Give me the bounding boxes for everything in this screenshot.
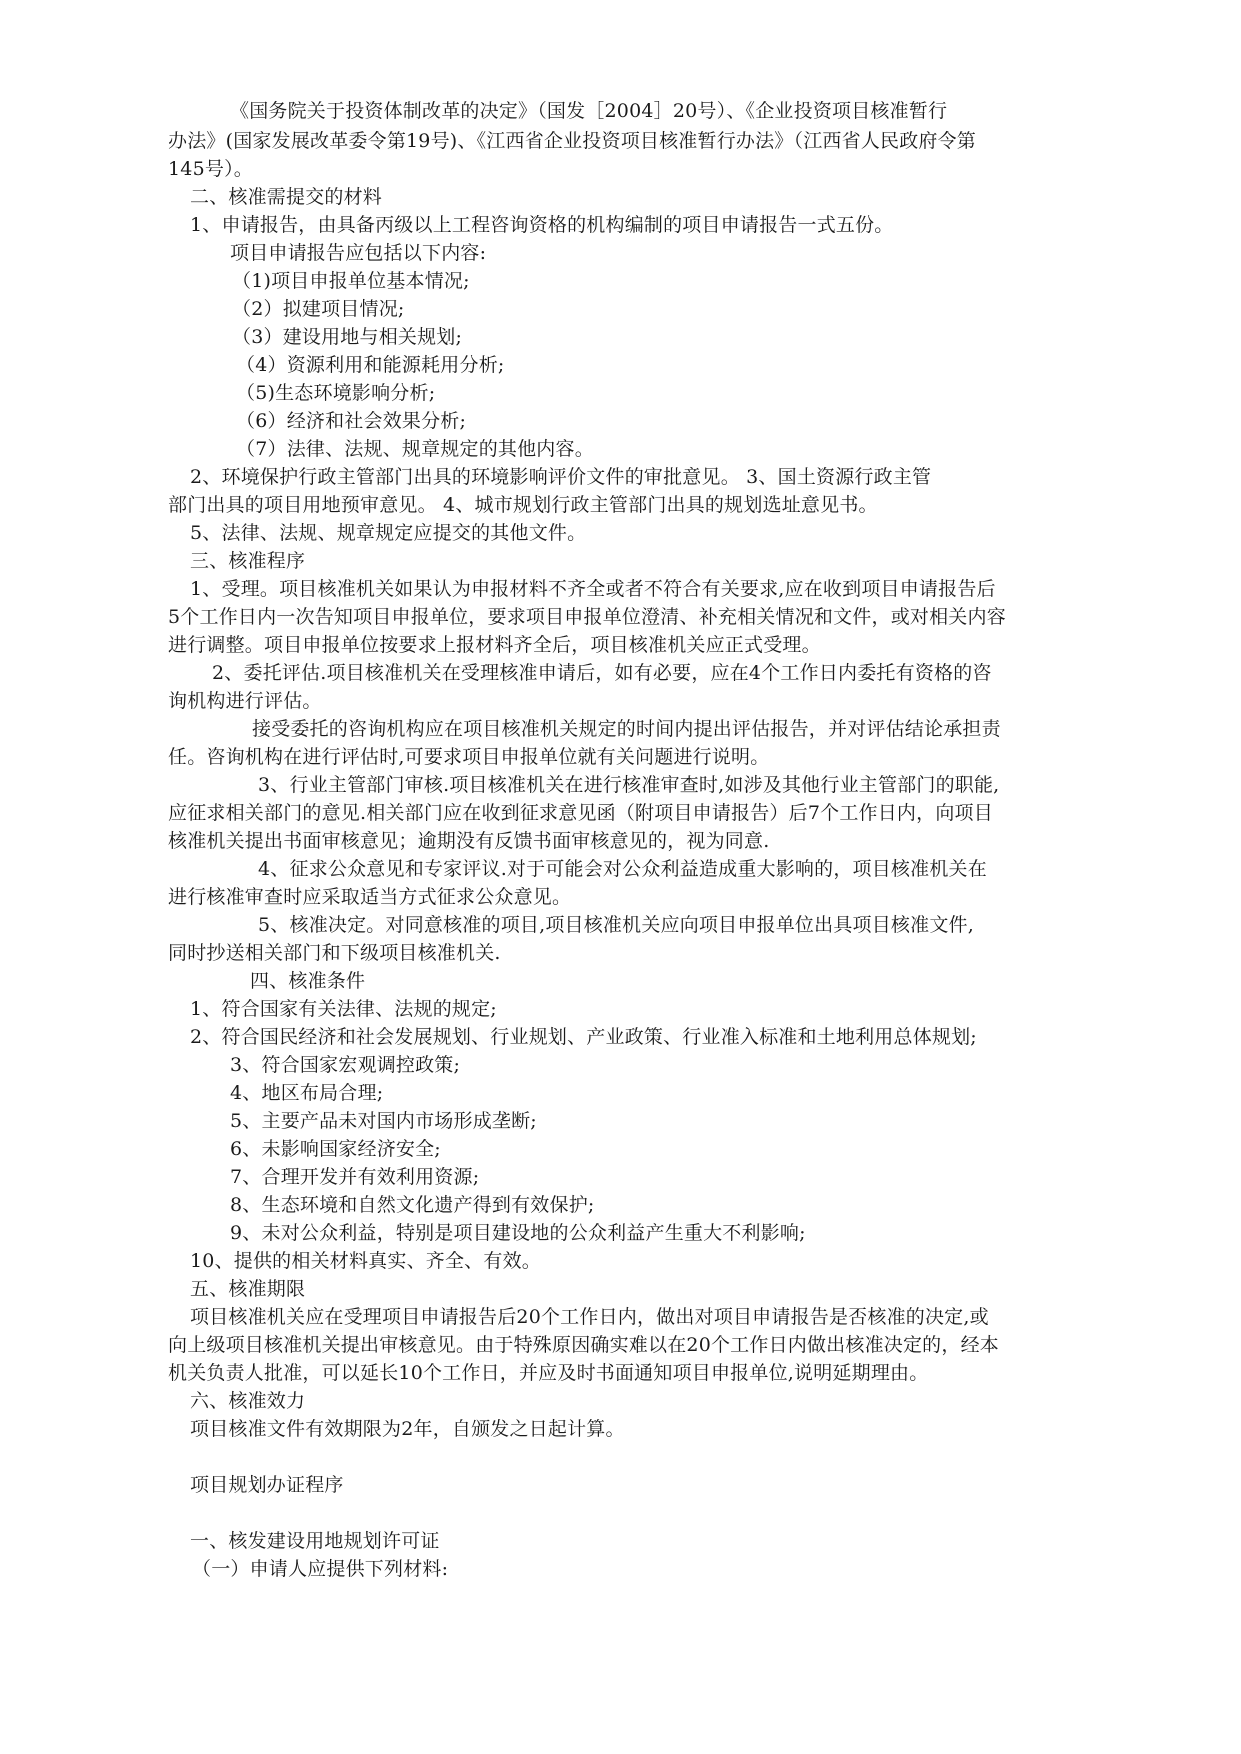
text-line: 5、核准决定。对同意核准的项目,项目核准机关应向项目申报单位出具项目核准文件, <box>258 914 974 936</box>
text-line: 4、征求公众意见和专家评议.对于可能会对公众利益造成重大影响的，项目核准机关在 <box>258 858 987 880</box>
text-line: 项目申请报告应包括以下内容: <box>230 242 487 264</box>
section-heading: 四、核准条件 <box>250 970 366 992</box>
list-item: 1、符合国家有关法律、法规的规定; <box>190 998 497 1020</box>
section-heading: 二、核准需提交的材料 <box>190 186 383 208</box>
section-heading: 三、核准程序 <box>190 550 306 572</box>
list-item: 6、未影响国家经济安全; <box>230 1138 441 1160</box>
text-line: 2、委托评估.项目核准机关在受理核准申请后，如有必要，应在4个工作日内委托有资格的咨 <box>212 662 992 684</box>
list-item: （1)项目申报单位基本情况; <box>232 270 470 292</box>
list-item: （2）拟建项目情况; <box>232 298 405 320</box>
text-line: 进行调整。项目申报单位按要求上报材料齐全后，项目核准机关应正式受理。 <box>168 634 821 656</box>
list-item: （3）建设用地与相关规划; <box>232 326 463 348</box>
text-line: 进行核准审查时应采取适当方式征求公众意见。 <box>168 886 572 908</box>
list-item: （4）资源利用和能源耗用分析; <box>236 354 505 376</box>
text-line: 项目核准文件有效期限为2年，自颁发之日起计算。 <box>190 1418 625 1440</box>
text-line: 《国务院关于投资体制改革的决定》（国发［2004］20号）、《企业投资项目核准暂行 <box>230 100 948 122</box>
document-title: 项目规划办证程序 <box>190 1474 344 1496</box>
text-line: 5、法律、法规、规章规定应提交的其他文件。 <box>190 522 587 544</box>
text-line: （一）申请人应提供下列材料: <box>192 1558 449 1580</box>
list-item: （6）经济和社会效果分析; <box>236 410 467 432</box>
section-heading: 一、核发建设用地规划许可证 <box>190 1530 440 1552</box>
list-item: 7、合理开发并有效利用资源; <box>230 1166 480 1188</box>
section-heading: 五、核准期限 <box>190 1278 306 1300</box>
text-line: 项目核准机关应在受理项目申请报告后20个工作日内，做出对项目申请报告是否核准的决定,或 <box>190 1306 989 1328</box>
list-item: 5、主要产品未对国内市场形成垄断; <box>230 1110 537 1132</box>
text-line: 任。咨询机构在进行评估时,可要求项目申报单位就有关问题进行说明。 <box>168 746 770 768</box>
text-line: 机关负责人批准，可以延长10个工作日，并应及时书面通知项目申报单位,说明延期理由。 <box>168 1362 929 1384</box>
text-line: 办法》(国家发展改革委令第19号)、《江西省企业投资项目核准暂行办法》（江西省人民政府令第 <box>168 130 977 152</box>
text-line: 5个工作日内一次告知项目申报单位，要求项目申报单位澄清、补充相关情况和文件，或对相关内容 <box>168 606 1006 628</box>
text-line: 应征求相关部门的意见.相关部门应在收到征求意见函（附项目申请报告）后7个工作日内，向项目 <box>168 802 993 824</box>
list-item: （5)生态环境影响分析; <box>236 382 436 404</box>
text-line: 2、环境保护行政主管部门出具的环境影响评价文件的审批意见。 3、国土资源行政主管 <box>190 466 932 488</box>
text-line: 3、行业主管部门审核.项目核准机关在进行核准审查时,如涉及其他行业主管部门的职能, <box>258 774 1000 796</box>
list-item: 2、符合国民经济和社会发展规划、行业规划、产业政策、行业准入标准和土地利用总体规划; <box>190 1026 977 1048</box>
text-line: 核准机关提出书面审核意见；逾期没有反馈书面审核意见的，视为同意. <box>168 830 770 852</box>
list-item: 9、未对公众利益，特别是项目建设地的公众利益产生重大不利影响; <box>230 1222 806 1244</box>
text-line: 145号）。 <box>168 158 253 180</box>
text-line: 1、受理。项目核准机关如果认为申报材料不齐全或者不符合有关要求,应在收到项目申请报告后 <box>190 578 996 600</box>
text-line: 部门出具的项目用地预审意见。 4、城市规划行政主管部门出具的规划选址意见书。 <box>168 494 878 516</box>
list-item: 4、地区布局合理; <box>230 1082 384 1104</box>
text-line: 向上级项目核准机关提出审核意见。由于特殊原因确实难以在20个工作日内做出核准决定的，经本 <box>168 1334 999 1356</box>
list-item: 3、符合国家宏观调控政策; <box>230 1054 461 1076</box>
section-heading: 六、核准效力 <box>190 1390 306 1412</box>
text-line: 接受委托的咨询机构应在项目核准机关规定的时间内提出评估报告，并对评估结论承担责 <box>252 718 1001 740</box>
list-item: 10、提供的相关材料真实、齐全、有效。 <box>190 1250 541 1272</box>
text-line: 1、申请报告，由具备丙级以上工程咨询资格的机构编制的项目申请报告一式五份。 <box>190 214 894 236</box>
text-line: 同时抄送相关部门和下级项目核准机关. <box>168 942 501 964</box>
text-line: 询机构进行评估。 <box>168 690 322 712</box>
list-item: 8、生态环境和自然文化遗产得到有效保护; <box>230 1194 595 1216</box>
list-item: （7）法律、法规、规章规定的其他内容。 <box>236 438 594 460</box>
